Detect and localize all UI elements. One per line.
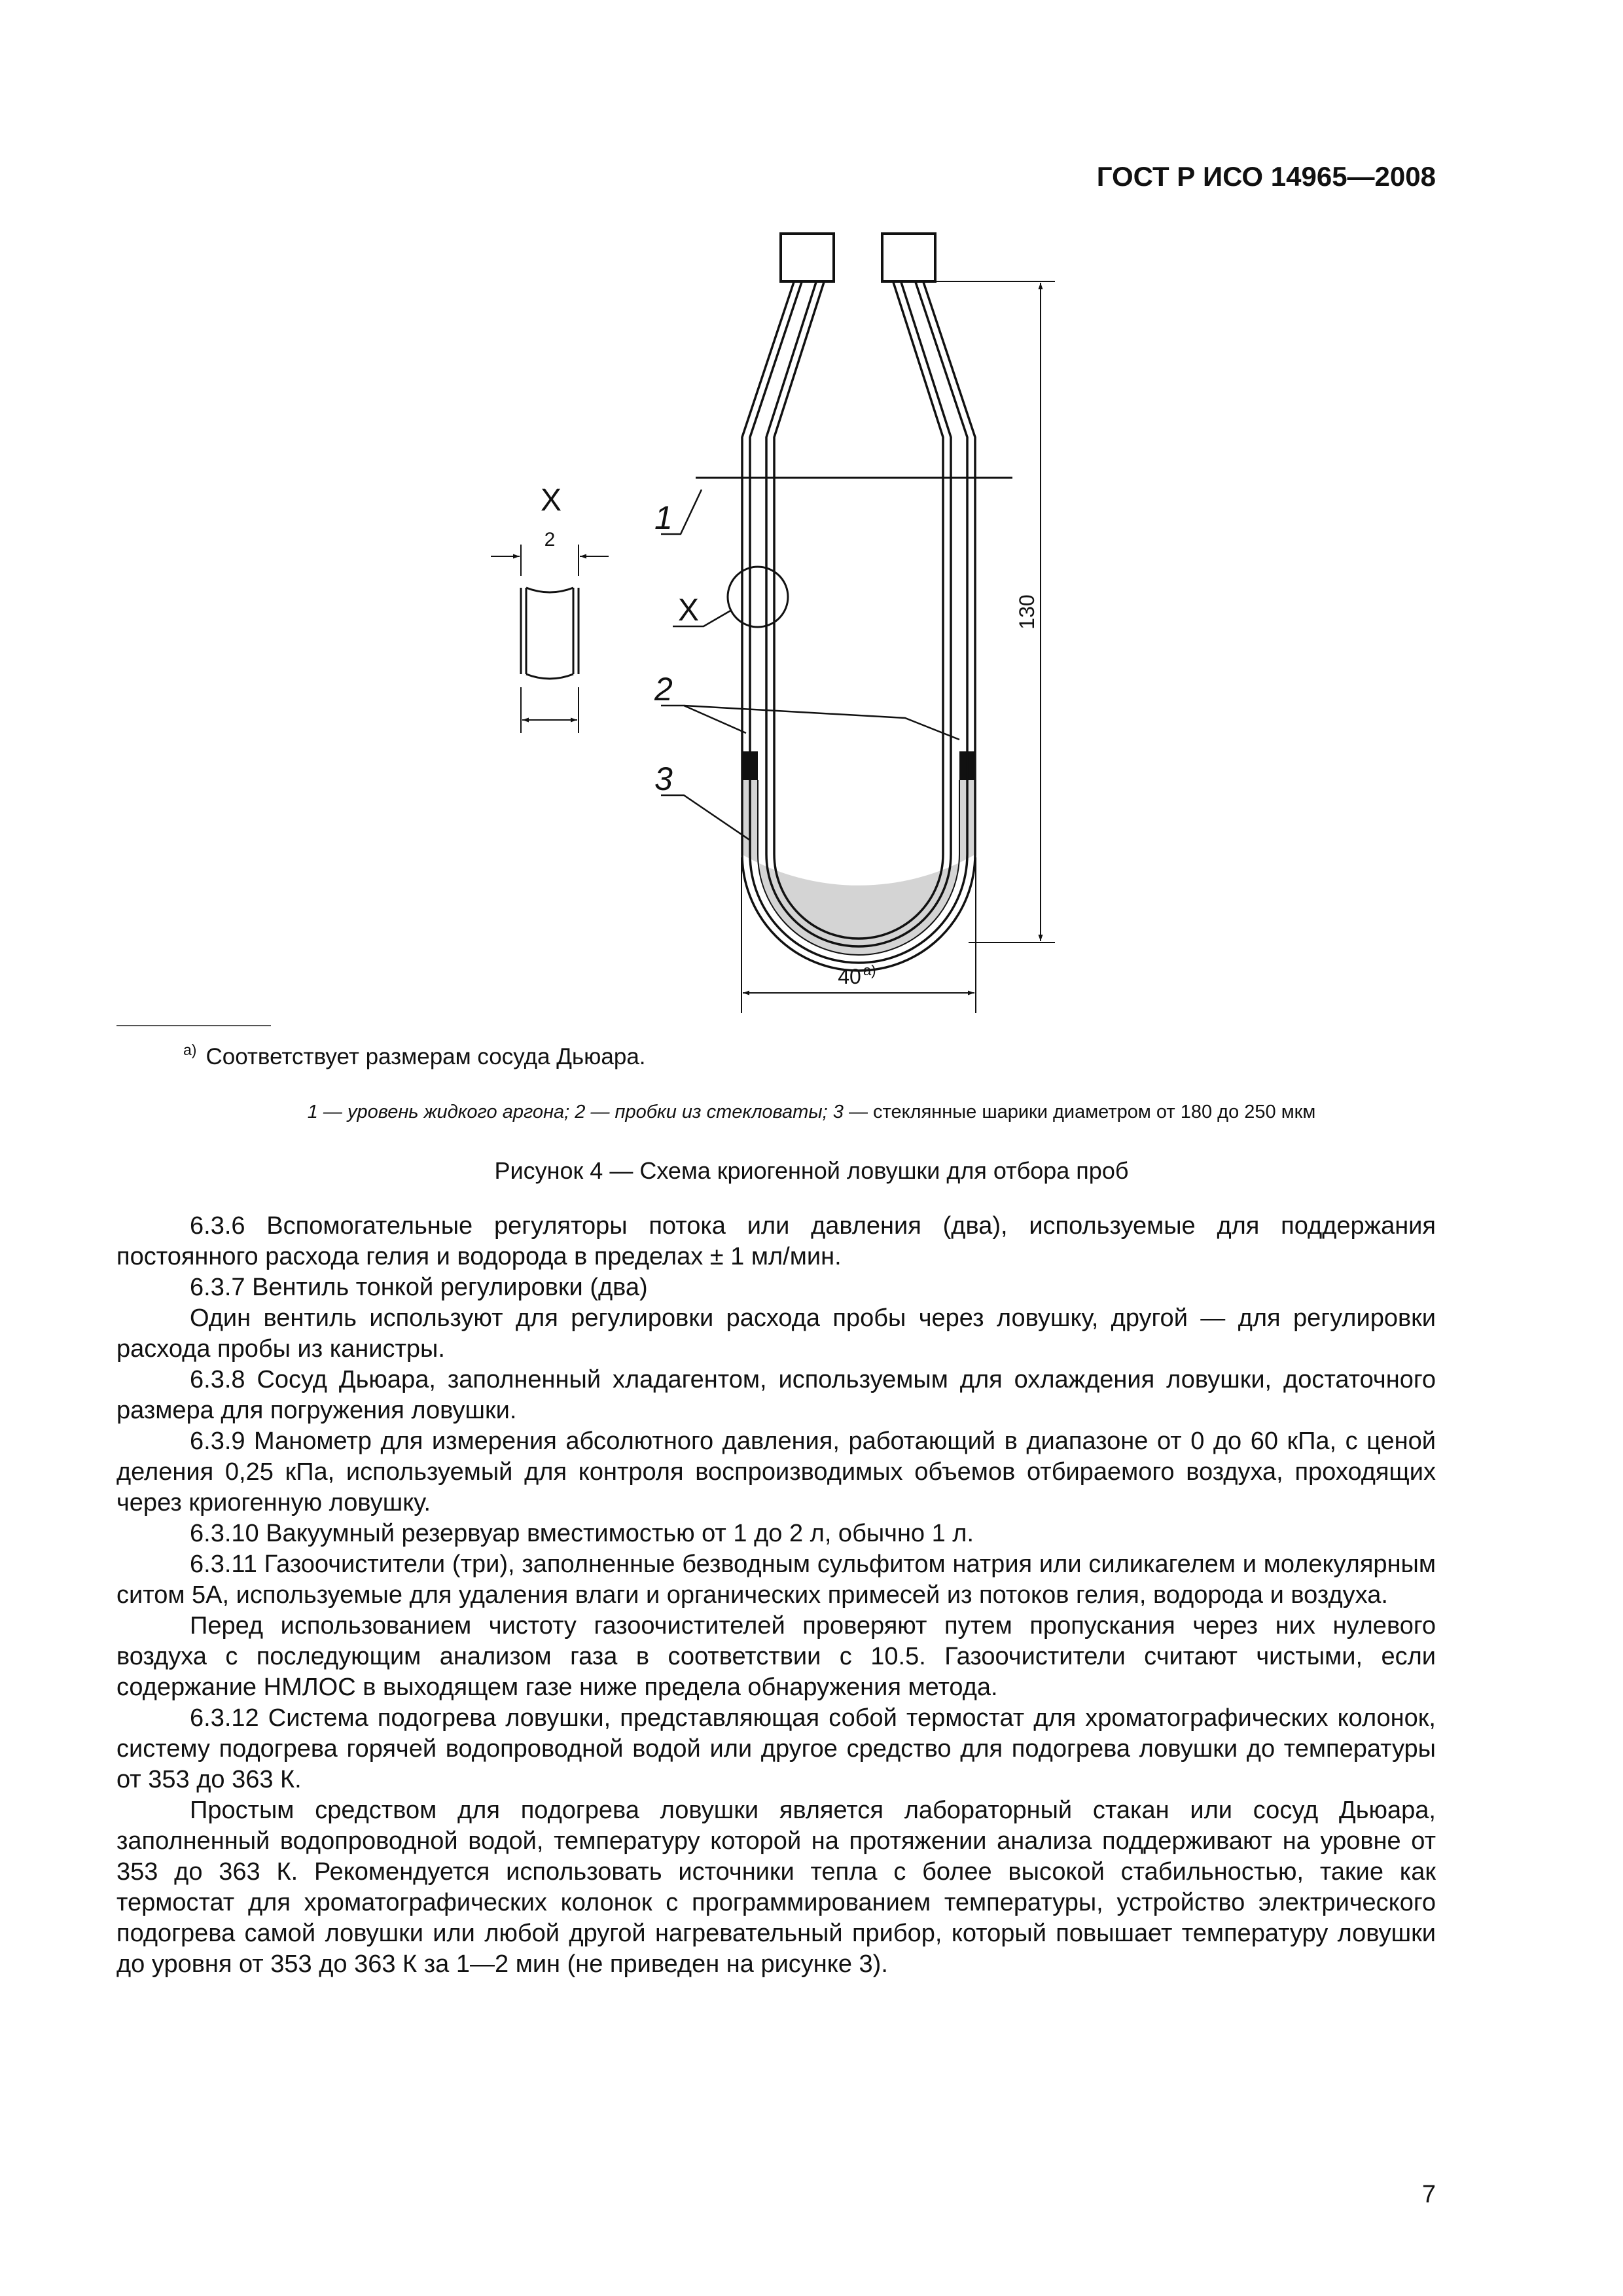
height-dimension-value: 130: [1015, 594, 1039, 630]
footnote: [183, 1041, 646, 1070]
legend-num-2: 2: [575, 1102, 586, 1122]
paragraph-6-3-12-detail: Простым средством для подогрева ловушки является лабораторный стакан или сосуд Дьюара, заполненный водопроводной водой, температуру которой на протяжении анализа поддерживают на уровне от 353 до 363 К. Рекомендуется использовать источники тепла с более высокой стабильностью, такие как термостат для хроматографических колонок с программированием температуры, устройство электрического подогрева самой ловушки или любой другой нагревательный прибор, который повышает температуру ловушки до уровня от 353 до 363 К за 1—2 мин (не приведен на рисунке 3).: [116, 1797, 1436, 1978]
paragraph-6-3-12: 6.3.12 Система подогрева ловушки, представляющая собой термостат для хроматографических колонок, систему подогрева горячей водопроводной водой или другое средство для подогрева ловушки до температуры от 353 до 363 К.: [116, 1704, 1436, 1793]
paragraph-6-3-8: 6.3.8 Сосуд Дьюара, заполненный хладагентом, используемым для охлаждения ловушки, достаточного размера для погружения ловушки.: [116, 1366, 1436, 1424]
paragraph-6-3-11-detail: Перед использованием чистоту газоочистителей проверяют путем пропускания через них нулевого воздуха с последующим анализом газа в соответствии с 10.5. Газоочистители считают чистыми, если содержание НМЛОС в выходящем газе ниже предела обнаружения метода.: [116, 1612, 1436, 1701]
cryogenic-trap-figure: [0, 0, 1623, 1021]
legend-text-3: — стеклянные шарики диаметром от 180 до 250 мкм: [843, 1102, 1316, 1122]
body-text: [116, 1211, 1436, 1980]
detail-label: X: [540, 483, 562, 518]
figure-legend: [0, 1102, 1623, 1123]
paragraph-6-3-9: 6.3.9 Манометр для измерения абсолютного давления, работающий в диапазоне от 0 до 60 кПа, с ценой деления 0,25 кПа, используемый для контроля воспроизводимых объемов отбираемого воздуха, проходящих через криогенную ловушку.: [116, 1427, 1436, 1516]
paragraph-6-3-7-detail: Один вентиль используют для регулировки расхода пробы через ловушку, другой — для регулировки расхода пробы из канистры.: [116, 1304, 1436, 1363]
footnote-rule: [116, 1025, 271, 1026]
detail-x-view: [491, 545, 609, 733]
label-3: 3: [654, 761, 673, 797]
end-cap-left: [781, 234, 834, 281]
legend-text-1: — уровень жидкого аргона;: [317, 1102, 575, 1122]
page-number: 7: [1421, 2181, 1436, 2208]
footnote-marker: а): [183, 1041, 197, 1058]
label-2: 2: [654, 671, 673, 708]
u-tube: [742, 280, 975, 971]
leader-2-left: [661, 706, 746, 733]
leader-2-right: [684, 706, 959, 740]
end-cap-right: [882, 234, 935, 281]
width-dimension-note: а): [863, 962, 876, 978]
paragraph-6-3-7: 6.3.7 Вентиль тонкой регулировки (два): [190, 1274, 648, 1301]
legend-text-2: — пробки из стекловаты;: [585, 1102, 833, 1122]
leader-3: [661, 795, 749, 840]
width-dimension-value: 40: [838, 965, 861, 988]
glass-beads-fill: [741, 780, 976, 954]
legend-num-3: 3: [832, 1102, 844, 1122]
label-1: 1: [654, 499, 673, 536]
footnote-text: Соответствует размерам сосуда Дьюара.: [205, 1044, 646, 1069]
paragraph-6-3-10: 6.3.10 Вакуумный резервуар вместимостью от 1 до 2 л, обычно 1 л.: [190, 1520, 974, 1547]
detail-dimension: 2: [544, 529, 556, 550]
legend-num-1: 1: [307, 1102, 318, 1122]
figure-caption: Рисунок 4 — Схема криогенной ловушки для отбора проб: [494, 1157, 1129, 1184]
paragraph-6-3-11: 6.3.11 Газоочистители (три), заполненные безводным сульфитом натрия или силикагелем и молекулярным ситом 5А, используемые для удаления влаги и органических примесей из потоков гелия, водорода и воздуха.: [116, 1551, 1436, 1609]
callout-x-label: X: [677, 593, 700, 628]
document-header: ГОСТ Р ИСО 14965—2008: [1096, 161, 1436, 192]
paragraph-6-3-6: 6.3.6 Вспомогательные регуляторы потока или давления (два), используемые для поддержания постоянного расхода гелия и водорода в пределах ± 1 мл/мин.: [116, 1212, 1436, 1270]
detail-callout-circle: [728, 567, 788, 627]
